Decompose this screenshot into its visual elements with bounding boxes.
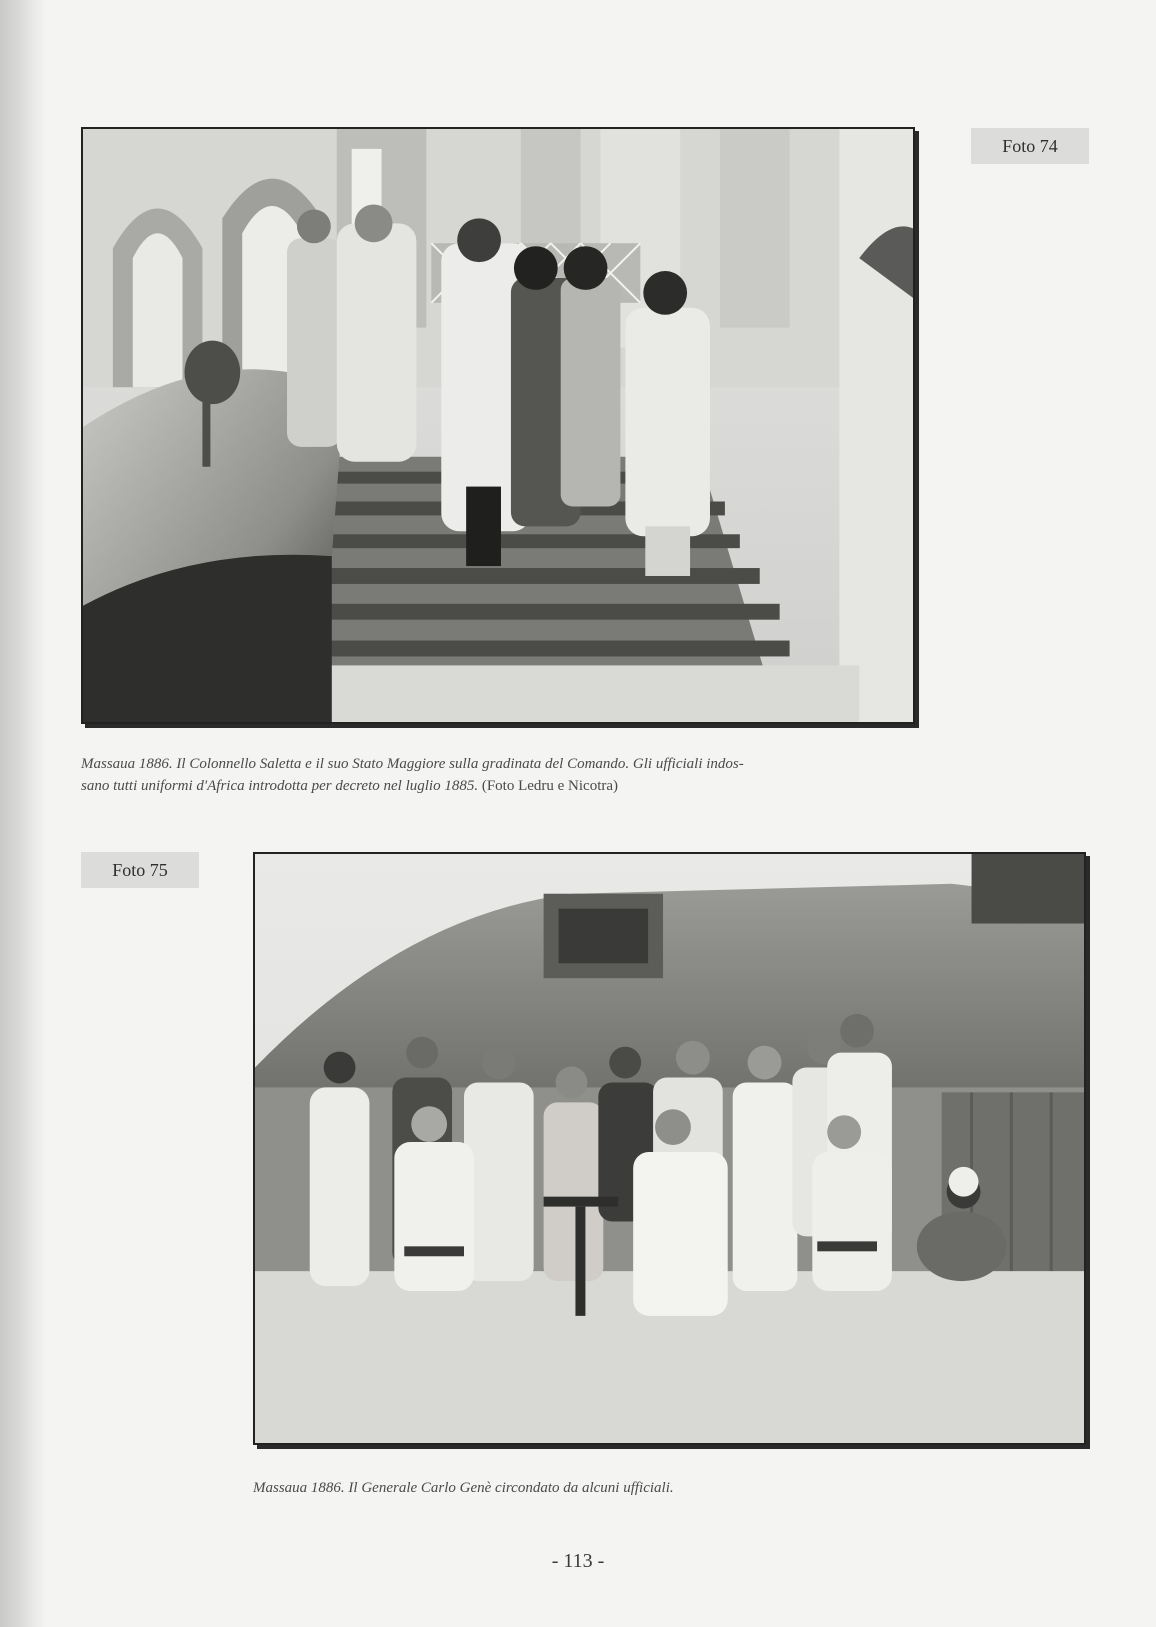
photo-74-image (83, 129, 913, 722)
photo-75-caption-text: Massaua 1886. Il Generale Carlo Genè circondato da alcuni ufficiali. (253, 1480, 674, 1496)
photo-75-label-text: Foto 75 (112, 859, 168, 880)
photo-75-general-with-officers (253, 852, 1086, 1445)
photo-74-label-text: Foto 74 (1002, 135, 1058, 156)
photo-74-label (971, 128, 1089, 164)
photo-74-caption (81, 753, 921, 797)
photo-75-caption (253, 1477, 1093, 1499)
photo-74-officers-on-staircase (81, 127, 915, 724)
photo-74-caption-line-2: sano tutti uniformi d'Africa introdotta per decreto nel luglio 1885. (81, 778, 479, 794)
book-spine-shadow (0, 0, 46, 1627)
page-number: - 113 - (551, 1550, 605, 1572)
photo-75-label (81, 852, 199, 888)
photo-75-image (255, 854, 1084, 1443)
photo-74-caption-line-1: Massaua 1886. Il Colonnello Saletta e il suo Stato Maggiore sulla gradinata del Comando. Gli ufficiali indos- (81, 756, 744, 772)
photo-74-credit: (Foto Ledru e Nicotra) (478, 778, 619, 794)
